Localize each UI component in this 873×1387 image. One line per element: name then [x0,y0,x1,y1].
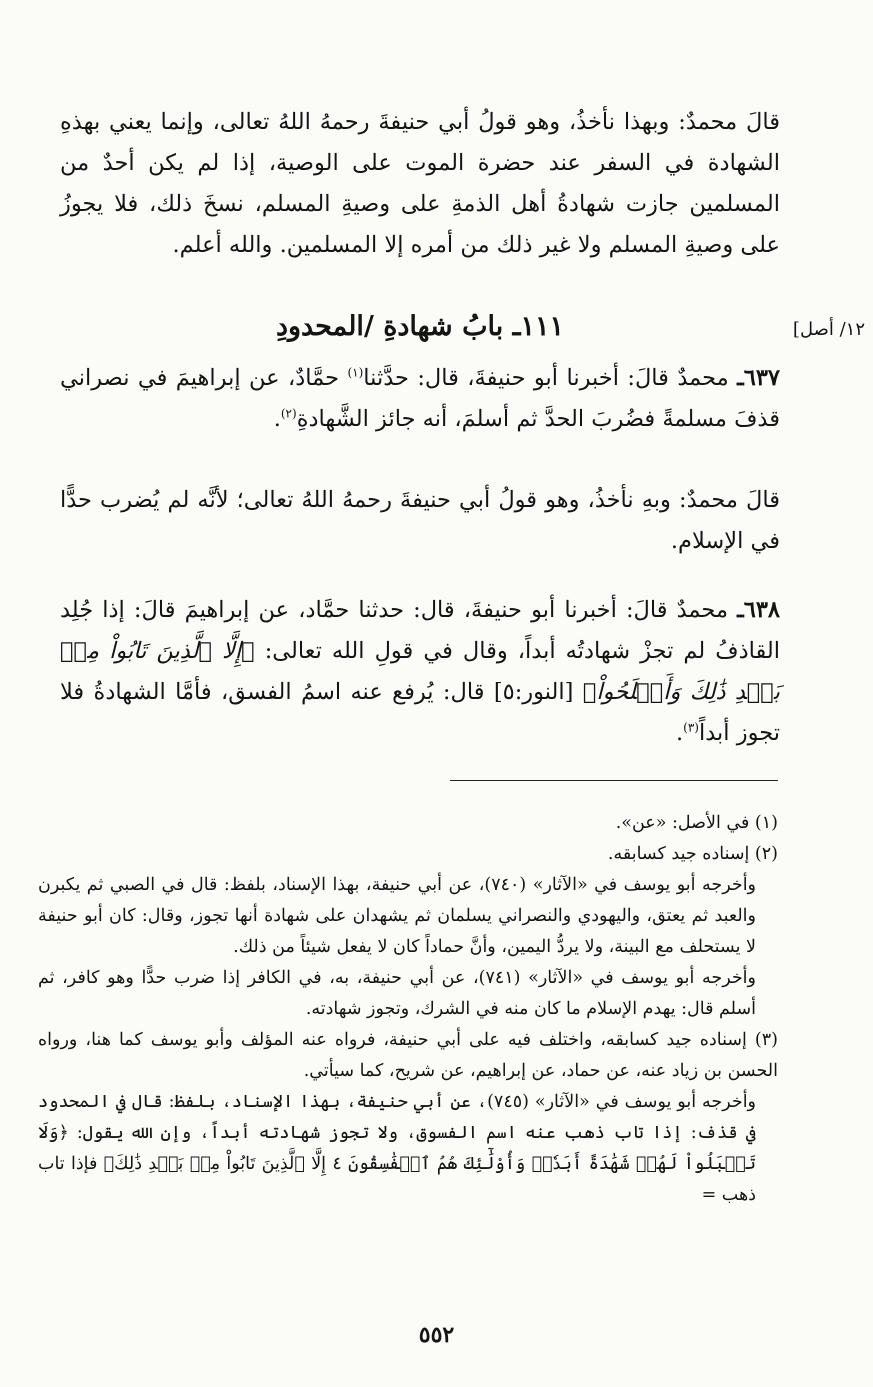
footnote-3-detail: وأخرجه أبو يوسف في «الآثار» (٧٤٥)، عن أبي حنيفة، بهذا الإسناد، بلفظ: قال في المحدود في قذف: إذا تاب ذهب عنه اسم الفسوق، ولا تجوز شهادته أبداً، وإن الله يقول: ﴿وَلَا تَقۡبَلُواْ لَهُمۡ شَهَٰدَةً أَبَدٗاۚ وَأُوْلَٰٓئِكَ هُمُ ٱلۡفَٰسِقُونَ ٤ إِلَّا ٱلَّذِينَ تَابُواْ مِنۢ بَعۡدِ ذَٰلِكَ﴾ فإذا تاب ذهب = [38,1092,757,1205]
footnote-separator [450,780,778,781]
footnote-ref-2[interactable]: (٢) [280,406,297,421]
footnote-2: (٢) إسناده جيد كسابقه. [607,844,778,864]
punctuation: . [273,406,281,432]
hadith-text: محمدٌ قالَ: أخبرنا أبو حنيفةَ، قال: حدَّثنا [363,365,729,391]
chapter-heading: ١١١ـ بابُ شهادةِ /المحدودِ [275,311,565,342]
footnote-2-detail: وأخرجه أبو يوسف في «الآثار» (٧٤١)، عن أبي حنيفة، به، في الكافر إذا ضرب حدًّا وهو كافر، ثم أسلم قال: يهدم الإسلام ما كان منه في الشرك، وتجوز شهادته. [38,968,756,1019]
footnotes [38,808,778,1211]
footnote-2-detail: وأخرجه أبو يوسف في «الآثار» (٧٤٠)، عن أبي حنيفة، بهذا الإسناد، بلفظ: قال في الصبي ثم يكبرن والعبد ثم يعتق، واليهودي والنصراني يسلمان ثم يشهدان على شهادة أنها تجوز، وقال: كان أبو حنيفة لا يستحلف مع البينة، ولا يردُّ اليمين، وأنَّ حماداً كان لا يفعل شيئاً من ذلك. [38,875,757,957]
hadith-number: ٦٣٧ـ [737,365,780,391]
hadith-text: [النور:٥] قال: يُرفع عنه اسمُ الفسق، فأمَّا الشهادةُ فلا تجوز أبداً [60,679,780,746]
hadith-number: ٦٣٨ـ [737,597,780,623]
hadith-text: محمدٌ قالَ: أخبرنا أبو حنيفةَ، قال: حدثنا حمَّاد، عن إبراهيمَ قالَ: إذا جُلِد القاذفُ لم تجزْ شهادتُه أبداً، وقال في قولِ الله تعالى: [60,597,780,664]
footnote-1: (١) في الأصل: «عن». [615,813,778,833]
hadith-637 [60,358,780,440]
hadith-text: حمَّادٌ، عن إبراهيمَ في نصراني قذفَ مسلمةً فضُربَ الحدَّ ثم أسلمَ، أنه جائز الشَّهادةِ [60,365,780,432]
quran-quote: ﴿إِلَّا ٱلَّذِينَ تَابُواْ مِنۢ بَعۡدِ ذَٰلِكَ وَأَصۡلَحُواْ﴾ [60,638,780,705]
hadith-638 [60,590,780,754]
footnote-3: (٣) إسناده جيد كسابقه، واختلف فيه على أبي حنيفة، فرواه عنه المؤلف وأبو يوسف كما هنا، ورواه الحسن بن زياد عنه، عن حماد، عن إبراهيم، عن شريح، كما سيأتي. [38,1030,778,1081]
punctuation: . [676,720,684,746]
footnote-ref-3[interactable]: (٣) [683,720,699,735]
margin-note: ١٢/ أصل] [792,319,865,340]
footnote-ref-1[interactable]: (١) [347,365,364,380]
paragraph-commentary-2: قالَ محمدٌ: وبهِ نأخذُ، وهو قولُ أبي حنيفةَ رحمهُ اللهُ تعالى؛ لأنَّه لم يُضرب حدًّا في الإسلام. [60,487,780,554]
paragraph-commentary-1: قالَ محمدٌ: وبهذا نأخذُ، وهو قولُ أبي حنيفةَ رحمهُ اللهُ تعالى، وإنما يعني بهذهِ الشهادة في السفر عند حضرة الموت على الوصية، إذا لم يكن أحدٌ من المسلمين جازت شهادةُ أهل الذمةِ على وصيةِ المسلم، نسخَ ذلك، فلا يجوزُ على وصيةِ المسلم ولا غير ذلك من أمره إلا المسلمين. والله أعلم. [60,109,780,258]
page-number: ٥٥٢ [418,1322,455,1348]
